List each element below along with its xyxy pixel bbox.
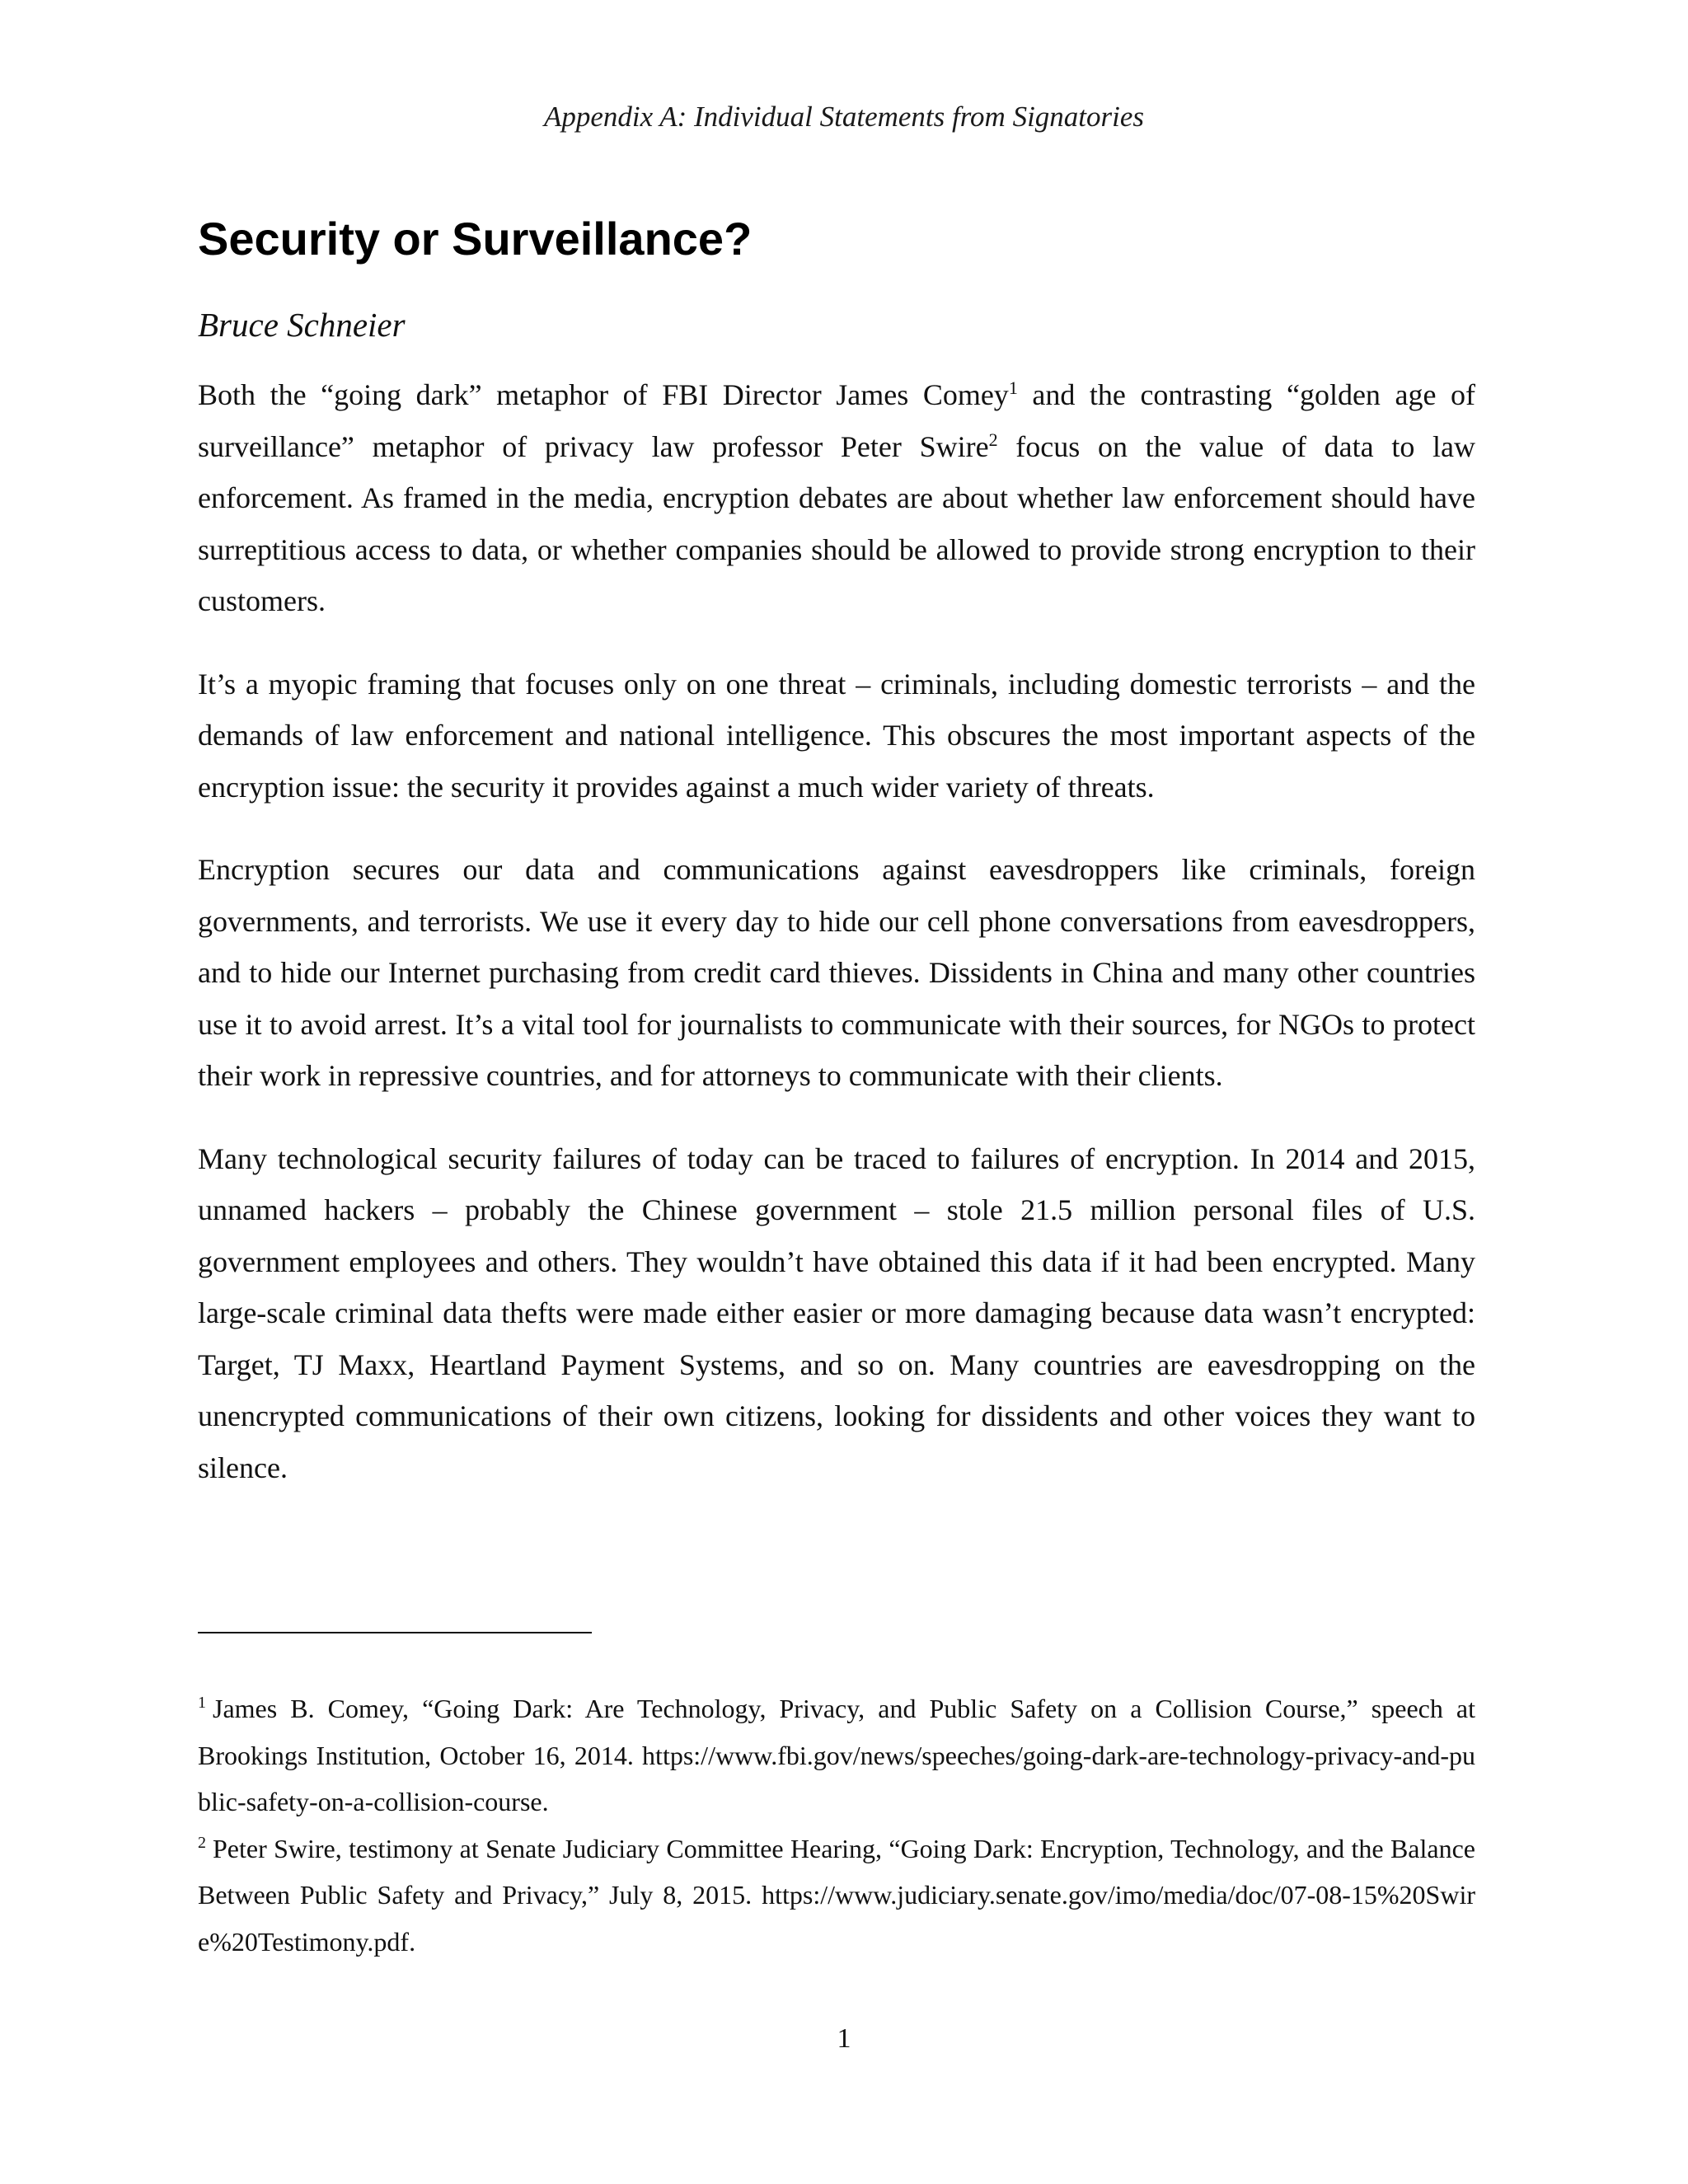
paragraph-1-text-b: and the contrasting “golden age of surveillance” metaphor of privacy law professor Peter Swire <box>198 378 1475 463</box>
footnote-1-text: James B. Comey, “Going Dark: Are Technology, Privacy, and Public Safety on a Collision Course,” speech at Brookings Institution, October 16, 2014. <box>198 1694 1475 1770</box>
article-author: Bruce Schneier <box>198 306 406 344</box>
article-body <box>198 208 1475 1493</box>
footnote-2 <box>198 1825 1475 1966</box>
footnote-2-marker: 2 <box>198 1833 206 1852</box>
footnotes <box>198 1685 1475 1965</box>
paragraph-3: Encryption secures our data and communications against eavesdroppers like criminals, foreign governments, and terrorists. We use it every day to hide our cell phone conversations from eavesdroppers, and to hide our Internet purchasing from credit card thieves. Dissidents in China and many other countries use it to avoid arrest. It’s a vital tool for journalists to communicate with their sources, for NGOs to protect their work in repressive countries, and for attorneys to communicate with their clients. <box>198 853 1475 1092</box>
running-header: Appendix A: Individual Statements from Signatories <box>543 101 1145 133</box>
page-number: 1 <box>837 2023 851 2054</box>
paragraph-1 <box>198 369 1475 627</box>
paragraph-4: Many technological security failures of today can be traced to failures of encryption. In 2014 and 2015, unnamed hackers – probably the Chinese government – stole 21.5 million personal files of U.S. government employees and others. They wouldn’t have obtained this data if it had been encrypted. Many large-scale criminal data thefts were made either easier or more damaging because data wasn’t encrypted: Target, TJ Maxx, Heartland Payment Systems, and so on. Many countries are eavesdropping on the unencrypted communications of their own citizens, looking for dissidents and other voices they want to silence. <box>198 1141 1475 1484</box>
article-title: Security or Surveillance? <box>198 213 753 265</box>
footnote-divider <box>198 1632 592 1633</box>
paragraph-1-text-c: focus on the value of data to law enforcement. As framed in the media, encryption debates are about whether law enforcement should have surreptitious access to data, or whether companies should be allowed to provide strong encryption to their customers. <box>198 429 1476 617</box>
footnote-2-text: Peter Swire, testimony at Senate Judiciary Committee Hearing, “Going Dark: Encryption, Technology, and the Balance Between Public Safety and Privacy,” July 8, 2015. <box>198 1833 1475 1910</box>
footnote-2-link[interactable]: https://www.judiciary.senate.gov/imo/media/doc/07-08-15%20Swire%20Testimony.pdf. <box>198 1880 1475 1957</box>
footnote-ref-1[interactable]: 1 <box>1008 377 1018 398</box>
footnote-1-marker: 1 <box>198 1694 206 1713</box>
footnote-1 <box>198 1685 1475 1825</box>
footnote-ref-2[interactable]: 2 <box>988 429 998 450</box>
paragraph-2: It’s a myopic framing that focuses only on one threat – criminals, including domestic terrorists – and the demands of law enforcement and national intelligence. This obscures the most important aspects of the encryption issue: the security it provides against a much wider variety of threats. <box>198 667 1475 804</box>
footnote-1-link[interactable]: https://www.fbi.gov/news/speeches/going-dark-are-technology-privacy-and-public-safety-on-a-collision-course. <box>198 1740 1475 1816</box>
paragraph-1-text-a: Both the “going dark” metaphor of FBI Director James Comey <box>198 378 1009 411</box>
